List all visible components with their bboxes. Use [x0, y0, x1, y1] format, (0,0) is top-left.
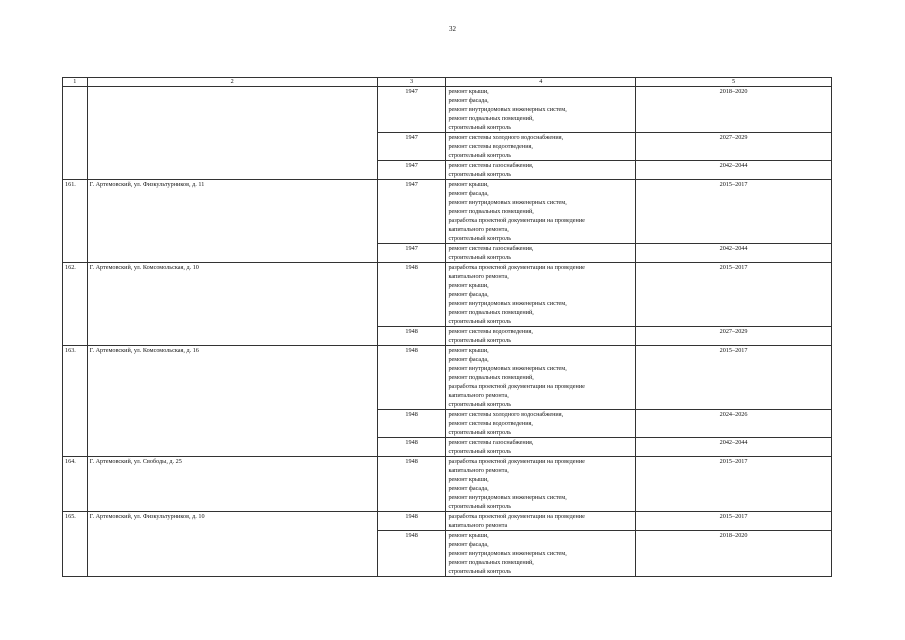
work-item: ремонт системы газоснабжения, [448, 439, 534, 446]
row-number: 161. [63, 180, 88, 263]
header-col-2: 2 [87, 78, 377, 87]
row-number: 163. [63, 346, 88, 457]
construction-year: 1947 [377, 180, 446, 244]
header-col-1: 1 [63, 78, 88, 87]
work-item: ремонт подвальных помещений, [448, 309, 534, 316]
table-row [63, 346, 832, 410]
header-col-3: 3 [377, 78, 446, 87]
repair-works [446, 244, 636, 263]
work-item: разработка проектной документации на проведение [448, 217, 585, 224]
work-item: ремонт подвальных помещений, [448, 374, 534, 381]
construction-year: 1948 [377, 346, 446, 410]
work-item: ремонт системы водоотведения, [448, 143, 533, 150]
work-item: строительный контроль [448, 503, 512, 510]
construction-year: 1948 [377, 531, 446, 577]
work-item: ремонт крыши, [448, 282, 489, 289]
work-item: ремонт крыши, [448, 532, 489, 539]
work-item: строительный контроль [448, 318, 512, 325]
work-item: капитального ремонта, [448, 273, 509, 280]
table-row [63, 263, 832, 327]
building-address: Г. Артемовский, ул. Физкультурников, д. 11 [87, 180, 377, 263]
table-header-row [63, 78, 832, 87]
repair-period: 2042–2044 [636, 244, 832, 263]
repair-works [446, 87, 636, 133]
repair-period: 2015–2017 [636, 512, 832, 531]
work-item: ремонт системы водоотведения, [448, 328, 533, 335]
work-item: разработка проектной документации на проведение [448, 513, 585, 520]
repair-works [446, 531, 636, 577]
work-item: разработка проектной документации на проведение [448, 383, 585, 390]
work-item: ремонт крыши, [448, 347, 489, 354]
work-item: ремонт фасада, [448, 291, 489, 298]
header-col-4: 4 [446, 78, 636, 87]
table-row [63, 180, 832, 244]
repair-works [446, 133, 636, 161]
repair-period: 2018–2020 [636, 531, 832, 577]
construction-year: 1947 [377, 161, 446, 180]
work-item: строительный контроль [448, 401, 512, 408]
work-item: ремонт системы водоотведения, [448, 420, 533, 427]
work-item: капитального ремонта, [448, 467, 509, 474]
repair-period: 2027–2029 [636, 327, 832, 346]
work-item: строительный контроль [448, 568, 512, 575]
work-item: ремонт системы холодного водоснабжения, [448, 134, 564, 141]
construction-year: 1948 [377, 512, 446, 531]
work-item: строительный контроль [448, 152, 512, 159]
row-number: 165. [63, 512, 88, 577]
work-item: ремонт фасада, [448, 485, 489, 492]
row-number: 164. [63, 457, 88, 512]
work-item: ремонт фасада, [448, 356, 489, 363]
repair-period: 2015–2017 [636, 457, 832, 512]
work-item: строительный контроль [448, 448, 512, 455]
repair-period: 2015–2017 [636, 263, 832, 327]
repair-works [446, 346, 636, 410]
construction-year: 1948 [377, 410, 446, 438]
work-item: капитального ремонта [448, 522, 508, 529]
table-row [63, 512, 832, 531]
repair-period: 2027–2029 [636, 133, 832, 161]
table-row [63, 457, 832, 512]
repair-works [446, 161, 636, 180]
repair-period: 2018–2020 [636, 87, 832, 133]
work-item: ремонт подвальных помещений, [448, 208, 534, 215]
work-item: ремонт подвальных помещений, [448, 115, 534, 122]
work-item: разработка проектной документации на проведение [448, 264, 585, 271]
row-number: 162. [63, 263, 88, 346]
work-item: ремонт системы газоснабжения, [448, 245, 534, 252]
work-item: капитального ремонта, [448, 226, 509, 233]
work-item: капитального ремонта, [448, 392, 509, 399]
building-address [87, 87, 377, 180]
repair-period: 2015–2017 [636, 180, 832, 244]
work-item: строительный контроль [448, 429, 512, 436]
work-item: ремонт внутридомовых инженерных систем, [448, 300, 567, 307]
header-col-5: 5 [636, 78, 832, 87]
work-item: строительный контроль [448, 235, 512, 242]
construction-year: 1947 [377, 244, 446, 263]
construction-year: 1947 [377, 133, 446, 161]
page-number: 32 [449, 25, 456, 33]
repair-works [446, 457, 636, 512]
repair-period: 2015–2017 [636, 346, 832, 410]
work-item: ремонт фасада, [448, 541, 489, 548]
work-item: разработка проектной документации на проведение [448, 458, 585, 465]
repair-works [446, 327, 636, 346]
work-item: ремонт внутридомовых инженерных систем, [448, 550, 567, 557]
work-item: ремонт внутридомовых инженерных систем, [448, 494, 567, 501]
construction-year: 1948 [377, 263, 446, 327]
table-row [63, 87, 832, 133]
repair-period: 2042–2044 [636, 161, 832, 180]
repair-period: 2042–2044 [636, 438, 832, 457]
work-item: строительный контроль [448, 337, 512, 344]
row-number [63, 87, 88, 180]
building-address: Г. Артемовский, ул. Физкультурников, д. 10 [87, 512, 377, 577]
building-address: Г. Артемовский, ул. Свободы, д. 25 [87, 457, 377, 512]
repair-period: 2024–2026 [636, 410, 832, 438]
work-item: ремонт системы газоснабжения, [448, 162, 534, 169]
repair-works [446, 263, 636, 327]
construction-year: 1948 [377, 457, 446, 512]
work-item: ремонт внутридомовых инженерных систем, [448, 106, 567, 113]
work-item: ремонт крыши, [448, 181, 489, 188]
table-body [63, 87, 832, 577]
work-item: строительный контроль [448, 254, 512, 261]
repair-works [446, 410, 636, 438]
work-item: ремонт крыши, [448, 88, 489, 95]
building-address: Г. Артемовский, ул. Комсомольская, д. 10 [87, 263, 377, 346]
repair-works [446, 512, 636, 531]
work-item: ремонт крыши, [448, 476, 489, 483]
construction-year: 1948 [377, 327, 446, 346]
repair-works [446, 438, 636, 457]
work-item: ремонт фасада, [448, 97, 489, 104]
work-item: ремонт внутридомовых инженерных систем, [448, 199, 567, 206]
work-item: строительный контроль [448, 171, 512, 178]
work-item: ремонт подвальных помещений, [448, 559, 534, 566]
work-item: строительный контроль [448, 124, 512, 131]
work-item: ремонт фасада, [448, 190, 489, 197]
repair-schedule-table [62, 77, 832, 577]
construction-year: 1947 [377, 87, 446, 133]
building-address: Г. Артемовский, ул. Комсомольская, д. 16 [87, 346, 377, 457]
work-item: ремонт внутридомовых инженерных систем, [448, 365, 567, 372]
work-item: ремонт системы холодного водоснабжения, [448, 411, 564, 418]
repair-works [446, 180, 636, 244]
construction-year: 1948 [377, 438, 446, 457]
